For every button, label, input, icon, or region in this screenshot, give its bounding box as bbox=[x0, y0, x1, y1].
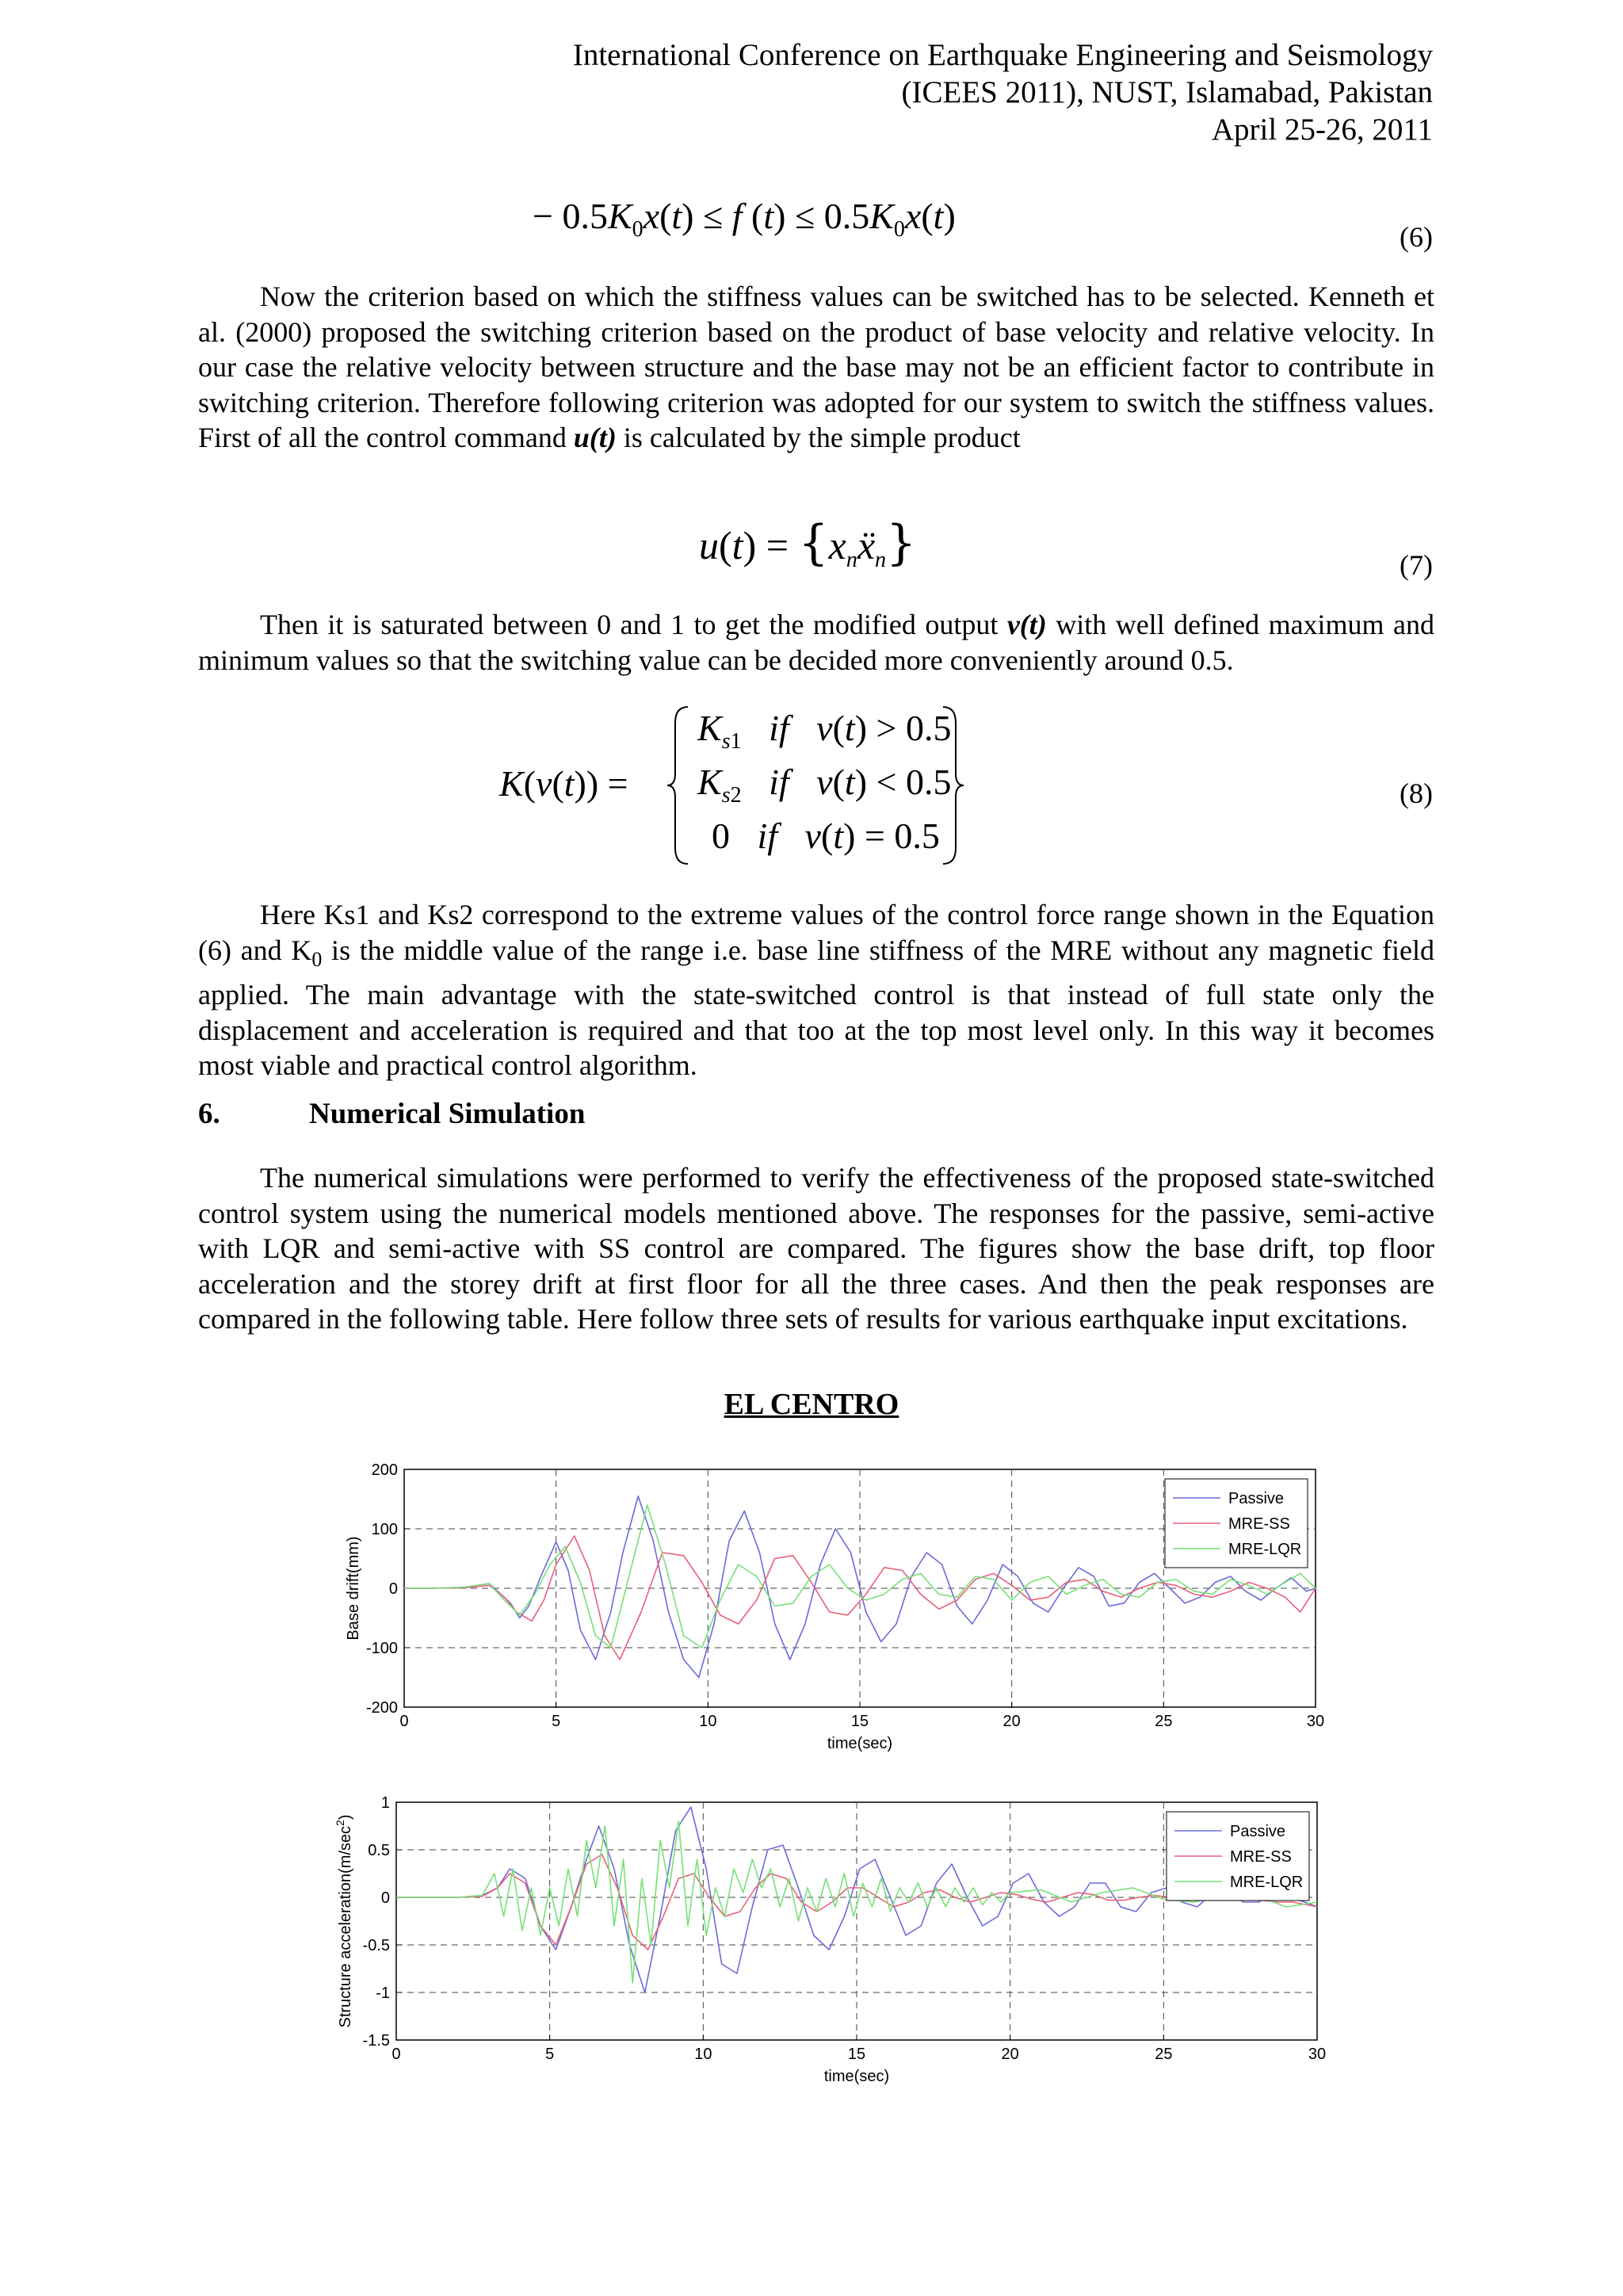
y-tick-label: -200 bbox=[365, 1699, 398, 1717]
y-tick-label: 0 bbox=[380, 1889, 390, 1907]
legend-label: MRE-SS bbox=[1228, 1515, 1290, 1533]
y-tick-label: 1 bbox=[380, 1794, 390, 1812]
x-axis-label: time(sec) bbox=[823, 2068, 890, 2085]
equation-8-number: (8) bbox=[1400, 777, 1433, 809]
structure-acceleration-chart bbox=[333, 1791, 1331, 2108]
x-tick-label: 20 bbox=[1001, 2046, 1019, 2063]
equation-8: K(v(t)) = $K_{s1}$ if v(t) > 0.5 $K_{s2}$ if v(t) < 0.5 0 if v(t) = 0.5 bbox=[499, 704, 975, 870]
section-number: 6. bbox=[198, 1098, 220, 1130]
y-tick-label: -1 bbox=[376, 1985, 390, 2002]
section-title: Numerical Simulation bbox=[309, 1098, 586, 1130]
x-tick-label: 15 bbox=[847, 2046, 866, 2063]
equation-6: − $0.5K_0x(t) \le f$ $(t) \le 0.5K_0x(t)$ bbox=[533, 196, 956, 242]
y-tick-label: 0 bbox=[388, 1580, 398, 1598]
paragraph-saturation: Then it is saturated between 0 and 1 to get the modified output v(t) with well defined maximum and minimum values so that the switching value can be decided more conveniently around 0.5. bbox=[198, 609, 1434, 676]
legend-label: MRE-LQR bbox=[1230, 1874, 1304, 1891]
y-tick-label: -100 bbox=[365, 1640, 398, 1657]
x-tick-label: 10 bbox=[699, 1713, 717, 1730]
paragraph-numerical-simulation: The numerical simulations were performed to verify the effectiveness of the proposed state-switched control system using the numerical models mentioned above. The responses for the passive, semi-active with LQR and semi-active with SS control are compared. The figures show the base drift, top floor acceleration and the storey drift at first floor for all the three cases. And then the peak responses are compared in the following table. Here follow three sets of results for various earthquake input excitations. bbox=[198, 1162, 1434, 1335]
x-tick-label: 30 bbox=[1306, 1713, 1325, 1730]
legend-label: MRE-LQR bbox=[1228, 1541, 1302, 1558]
paragraph-switching-criterion: Now the criterion based on which the stiffness values can be switched has to be selected. Kenneth et al. (2000) proposed the switching criterion based on the product of base velocity and relative velocity. In our case the relative velocity between structure and the base may not be an efficient factor to contribute in switching criterion. Therefore following criterion was adopted for our system to switch the stiffness values. First of all the control command u(t) is calculated by the simple product bbox=[198, 281, 1434, 453]
base-drift-chart bbox=[333, 1458, 1331, 1775]
legend-label: Passive bbox=[1230, 1823, 1286, 1840]
y-axis-label: Structure $acceleration(m/\sec^2)$ bbox=[334, 1814, 354, 2028]
y-tick-label: 0.5 bbox=[368, 1842, 390, 1859]
y-tick-label: 100 bbox=[371, 1521, 398, 1538]
x-tick-label: 10 bbox=[694, 2046, 712, 2063]
x-tick-label: 20 bbox=[1002, 1713, 1021, 1730]
x-tick-label: 0 bbox=[399, 1713, 409, 1730]
equation-7: $u(t) = \{x_nẍ_n\}$ bbox=[699, 515, 917, 572]
y-axis-label: Base drift(mm) bbox=[345, 1536, 362, 1641]
x-tick-label: 15 bbox=[850, 1713, 869, 1730]
equation-7-number: (7) bbox=[1400, 549, 1433, 581]
legend-label: Passive bbox=[1228, 1490, 1285, 1507]
y-tick-label: -1.5 bbox=[362, 2032, 390, 2050]
y-tick-label: -0.5 bbox=[362, 1937, 390, 1954]
equation-6-number: (6) bbox=[1400, 221, 1433, 253]
x-tick-label: 25 bbox=[1155, 1713, 1173, 1730]
figure-title: EL CENTRO bbox=[724, 1388, 899, 1421]
paragraph-ks-values: Here Ks1 and Ks2 correspond to the extreme values of the control force range shown in the Equation (6) and $K_0$ is the middle value of the range i.e. base line stiffness of the MRE without any magnetic field applied. The main advantage with the state-switched control is that instead of full state only the displacement and acceleration is required and that too at the top most level only. In this way it becomes most viable and practical control algorithm. bbox=[198, 899, 1434, 1082]
x-tick-label: 5 bbox=[545, 2046, 555, 2063]
x-axis-label: time(sec) bbox=[827, 1735, 893, 1752]
x-tick-label: 25 bbox=[1155, 2046, 1173, 2063]
conference-header-line1: International Conference on Earthquake Engineering and Seismology bbox=[572, 38, 1433, 72]
legend-label: MRE-SS bbox=[1230, 1848, 1292, 1866]
x-tick-label: 0 bbox=[391, 2046, 401, 2063]
conference-header-line3: April 25-26, 2011 bbox=[1211, 113, 1433, 147]
x-tick-label: 5 bbox=[552, 1713, 561, 1730]
y-tick-label: 200 bbox=[371, 1461, 398, 1479]
conference-header-line2: (ICEES 2011), NUST, Islamabad, Pakistan bbox=[901, 75, 1433, 109]
x-tick-label: 30 bbox=[1308, 2046, 1327, 2063]
